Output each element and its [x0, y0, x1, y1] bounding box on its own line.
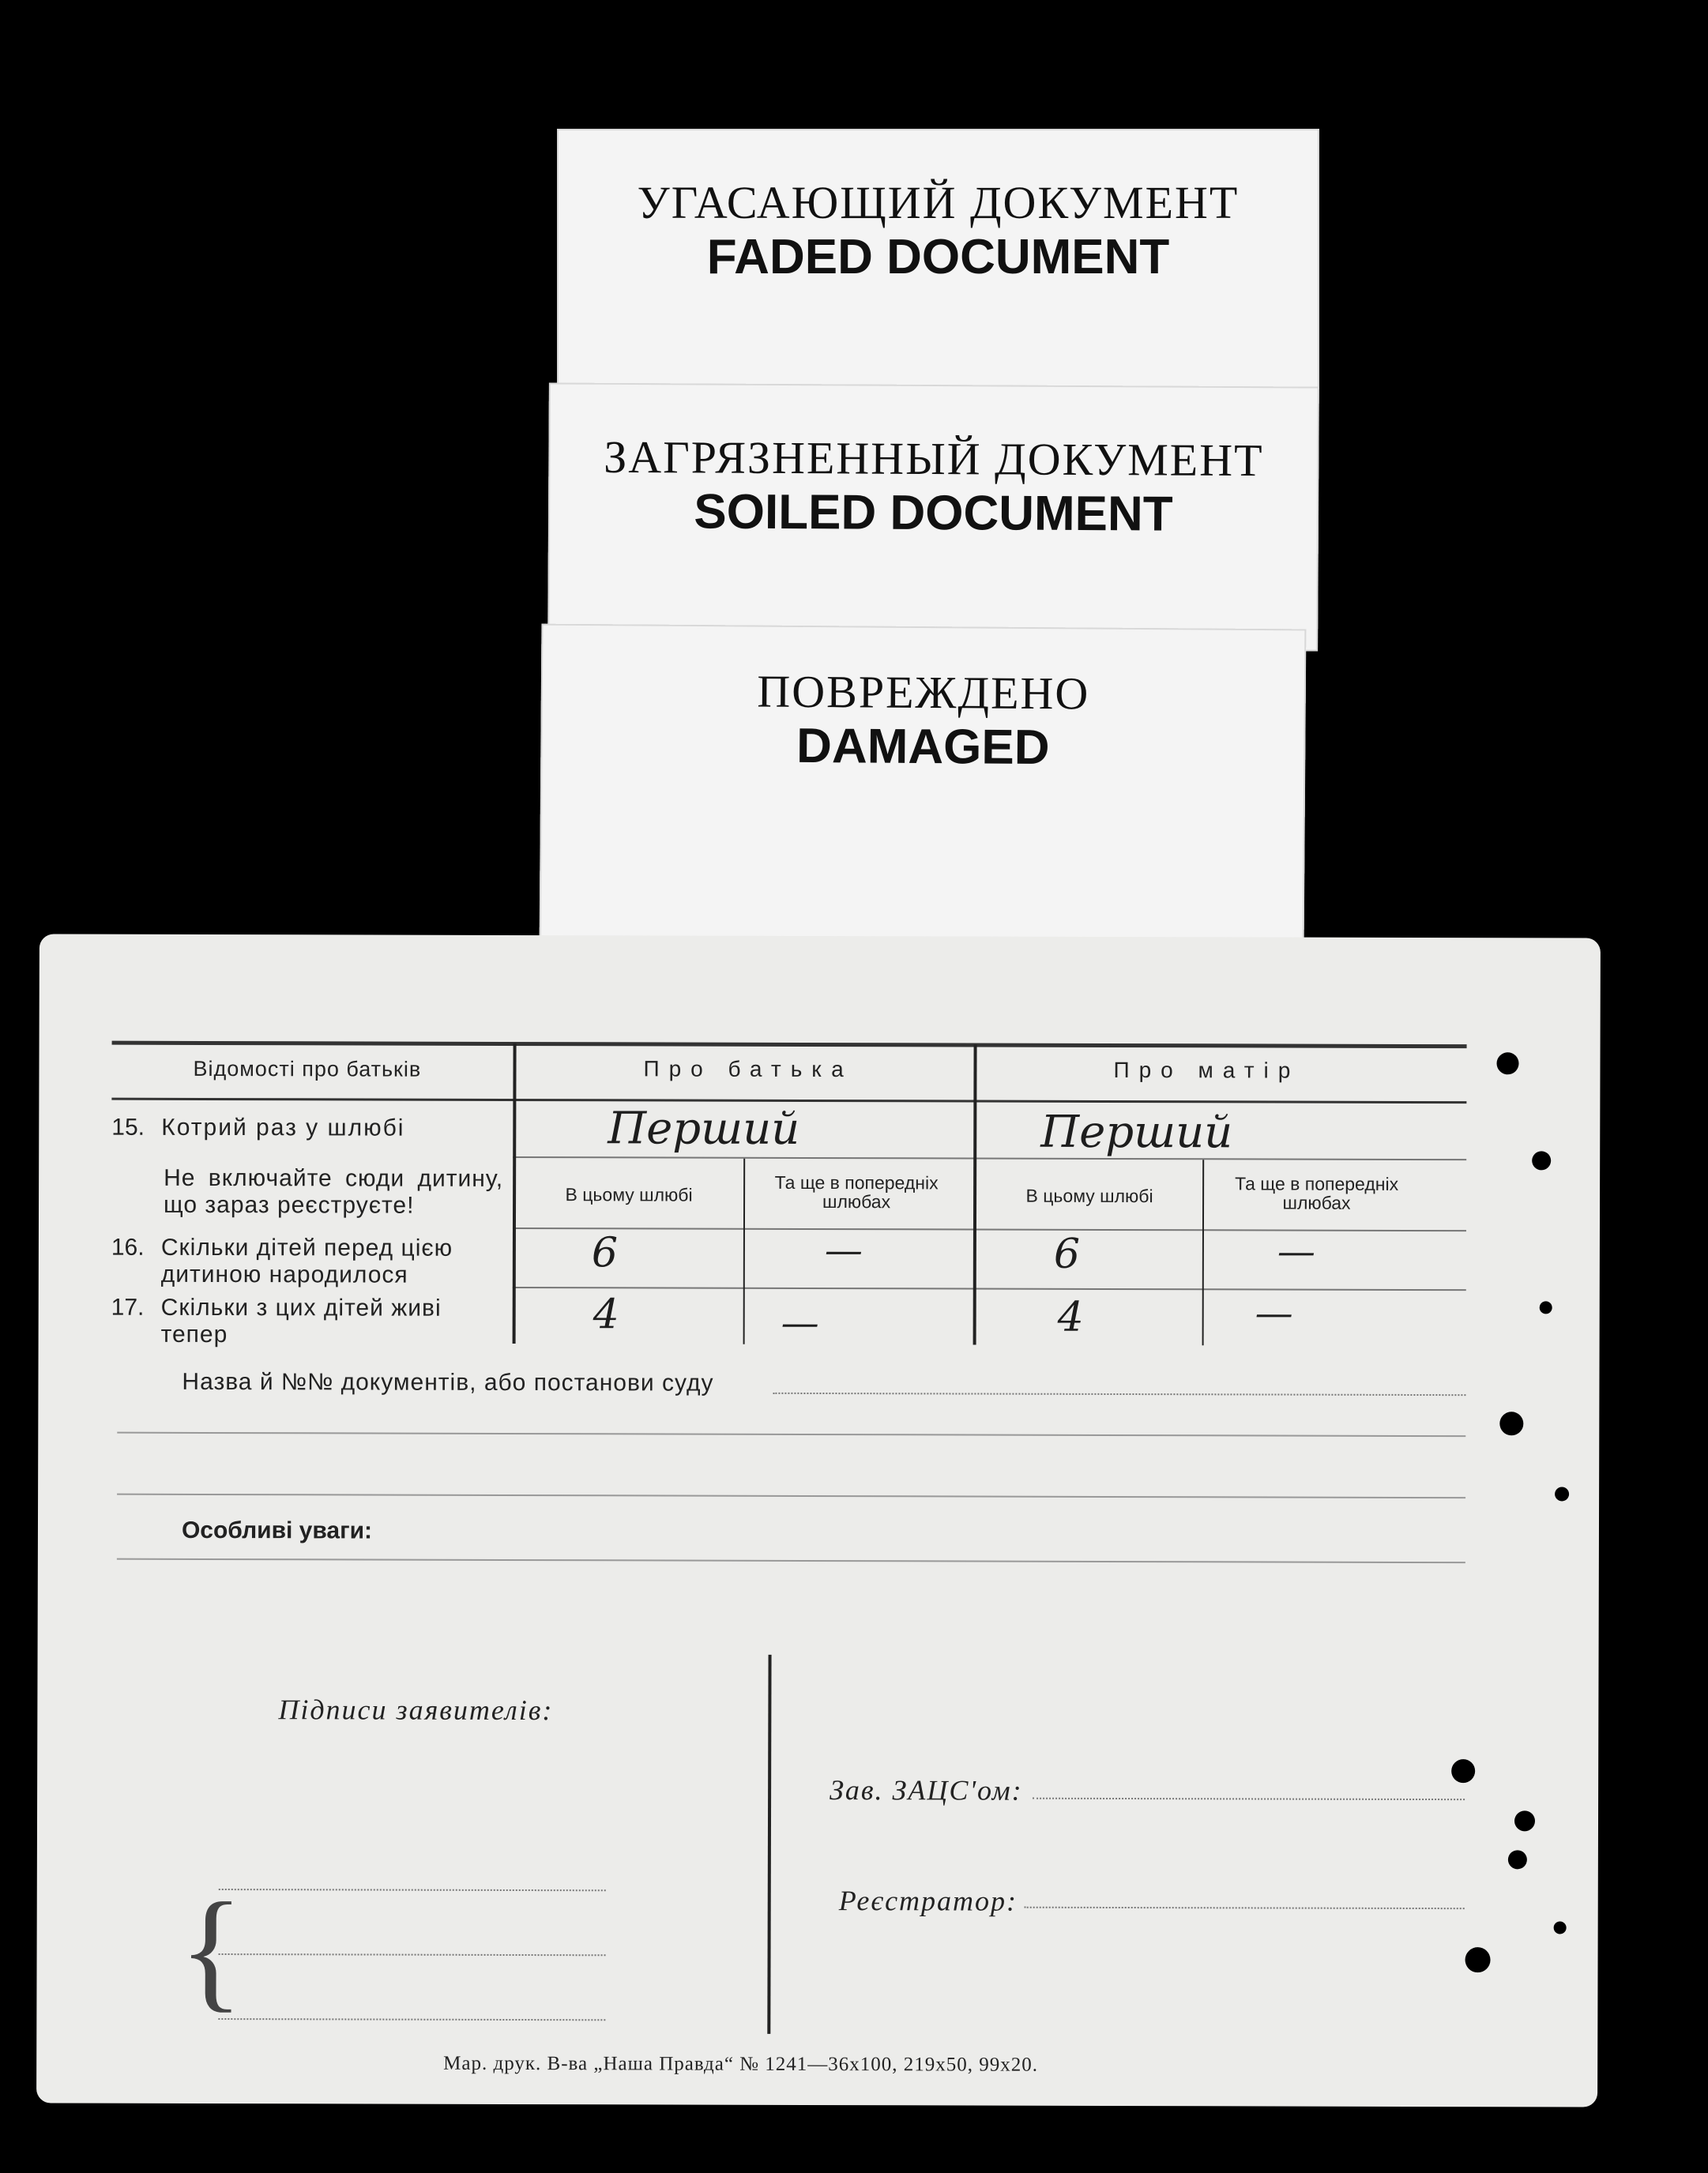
punch-hole: [1554, 1921, 1567, 1934]
q16-father-this: 6: [591, 1229, 619, 1277]
q15-number: 15.: [111, 1114, 145, 1141]
signature-line-3[interactable]: [218, 2018, 605, 2021]
q15-mother-value: Перший: [1040, 1106, 1233, 1159]
head-label: Зав. ЗАЦС'ом:: [830, 1774, 1023, 1806]
col-divider-2: [973, 1045, 977, 1345]
punch-hole: [1496, 1052, 1518, 1074]
q17-mother-this: 4: [1057, 1293, 1084, 1341]
registrar-signature-line[interactable]: [1025, 1907, 1465, 1909]
punch-hole: [1514, 1810, 1535, 1831]
exclusion-note: Не включайте сюди дитину, що зараз реєструєте!: [164, 1164, 504, 1219]
signature-divider: [767, 1655, 771, 2034]
subheader-rule: [513, 1227, 1466, 1231]
q16-father-prev: —: [824, 1228, 863, 1273]
q17-father-this: 4: [593, 1291, 619, 1339]
q15-text: Котрий раз у шлюбі: [161, 1114, 405, 1141]
q17-text: Скільки з цих дітей живі тепер: [160, 1294, 442, 1348]
registration-form: [36, 934, 1601, 2107]
punch-hole: [1555, 1487, 1569, 1501]
documents-label: Назва й №№ документів, або постанови суду: [182, 1368, 714, 1397]
punch-hole: [1508, 1850, 1527, 1869]
table-top-rule: [112, 1041, 1467, 1048]
signature-brace: {: [179, 1874, 244, 2024]
punch-hole: [1499, 1412, 1523, 1435]
col-divider-1: [513, 1043, 517, 1344]
faded-label-ru: УГАСАЮЩИЙ ДОКУМЕНТ: [637, 177, 1240, 228]
damaged-label-ru: ПОВРЕЖДЕНО: [757, 665, 1090, 720]
punch-hole: [1532, 1151, 1551, 1170]
registrar-label: Реєстратор:: [838, 1885, 1018, 1917]
head-signature-line[interactable]: [1033, 1798, 1465, 1800]
row15-rule: [513, 1156, 1466, 1160]
damaged-label-en: DAMAGED: [796, 718, 1050, 776]
q17-father-prev: —: [781, 1300, 819, 1346]
punch-hole: [1451, 1759, 1475, 1783]
documents-line-3[interactable]: [117, 1494, 1465, 1498]
signatures-label: Підписи заявителів:: [278, 1694, 554, 1727]
q15-father-value: Перший: [608, 1103, 800, 1155]
punch-hole: [1465, 1947, 1491, 1972]
q16-mother-this: 6: [1053, 1230, 1081, 1278]
faded-document-card: [557, 129, 1319, 389]
soiled-label-ru: ЗАГРЯЗНЕННЫЙ ДОКУМЕНТ: [604, 430, 1264, 487]
signature-line-1[interactable]: [219, 1889, 606, 1891]
header-mother: Про матір: [1113, 1057, 1300, 1083]
q17-number: 17.: [111, 1294, 145, 1321]
damaged-document-card: [540, 624, 1307, 953]
mother-this-marriage-header: В цьому шлюбі: [1025, 1185, 1153, 1207]
q17-mother-prev: —: [1255, 1291, 1293, 1336]
col-divider-father: [743, 1159, 746, 1344]
documents-line-2[interactable]: [117, 1432, 1465, 1437]
father-prev-marriage-header: Та ще в попередніх шлюбах: [774, 1171, 939, 1212]
mother-prev-marriage-header: Та ще в попередніх шлюбах: [1235, 1173, 1399, 1213]
printer-imprint: Мар. друк. В-ва „Наша Правда“ № 1241—36х100, 219х50, 99х20.: [443, 2052, 1039, 2076]
header-father: Про батька: [643, 1056, 853, 1082]
q16-text: Скільки дітей перед цією дитиною народилося: [160, 1234, 453, 1288]
q16-mother-prev: —: [1277, 1229, 1315, 1274]
header-info: Відомості про батьків: [193, 1056, 422, 1081]
col-divider-mother: [1202, 1160, 1205, 1345]
remarks-label: Особливі уваги:: [181, 1517, 373, 1544]
punch-hole: [1540, 1301, 1552, 1314]
row16-rule: [513, 1287, 1466, 1291]
q16-number: 16.: [111, 1234, 145, 1261]
soiled-document-card: [547, 382, 1319, 651]
father-this-marriage-header: В цьому шлюбі: [565, 1184, 693, 1205]
remarks-line[interactable]: [117, 1558, 1465, 1563]
documents-field[interactable]: [773, 1393, 1465, 1396]
soiled-label-en: SOILED DOCUMENT: [694, 484, 1173, 542]
signature-line-2[interactable]: [219, 1953, 606, 1956]
faded-label-en: FADED DOCUMENT: [706, 230, 1170, 284]
